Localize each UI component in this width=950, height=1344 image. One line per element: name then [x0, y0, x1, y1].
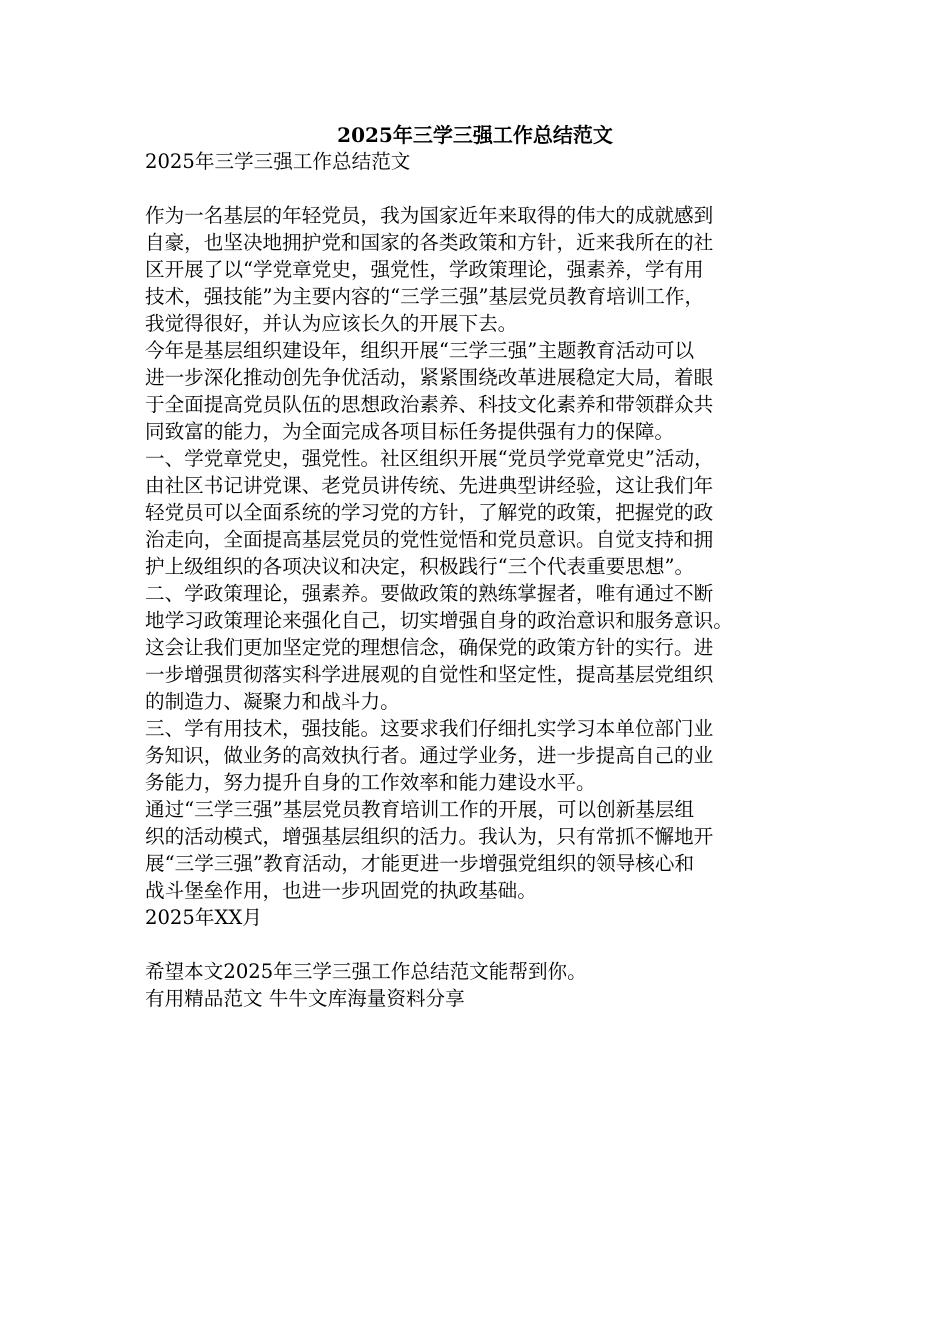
- paragraph-line: 地学习政策理论来强化自己，切实增强自身的政治意识和服务意识。: [145, 609, 733, 632]
- paragraph-line: 技术，强技能”为主要内容的“三学三强”基层党员教育培训工作，: [145, 285, 705, 308]
- blank-line: [145, 931, 807, 958]
- paragraph-line: 今年是基层组织建设年，组织开展“三学三强”主题教育活动可以: [145, 339, 695, 362]
- paragraph-line: 护上级组织的各项决议和决定，积极践行“三个代表重要思想”。: [145, 555, 695, 578]
- paragraph-line: 一步增强贯彻落实科学进展观的自觉性和坚定性，提高基层党组织: [145, 663, 714, 686]
- paragraph-line: 区开展了以“学党章党史，强党性，学政策理论，强素养，学有用: [145, 258, 704, 281]
- paragraph-line: 我觉得很好，并认为应该长久的开展下去。: [145, 312, 518, 335]
- paragraph-line: 自豪，也坚决地拥护党和国家的各类政策和方针，近来我所在的社: [145, 231, 714, 254]
- paragraph-line: 务知识，做业务的高效执行者。通过学业务，进一步提高自己的业: [145, 744, 714, 767]
- closing-text: 希望本文2025年三学三强工作总结范文能帮到你。: [145, 960, 587, 983]
- paragraph-line: 这会让我们更加坚定党的理想信念，确保党的政策方针的实行。进: [145, 636, 714, 659]
- paragraph-line: 展“三学三强”教育活动，才能更进一步增强党组织的领导核心和: [145, 852, 695, 875]
- paragraph-line: 由社区书记讲党课、老党员讲传统、先进典型讲经验，这让我们年: [145, 474, 714, 497]
- paragraph-line: 的制造力、凝聚力和战斗力。: [145, 690, 400, 713]
- paragraph-line: 一、学党章党史，强党性。社区组织开展“党员学党章党史”活动，: [145, 447, 714, 470]
- paragraph-line: 二、学政策理论，强素养。要做政策的熟练掌握者，唯有通过不断: [145, 582, 714, 605]
- paragraph-line: 战斗堡垒作用，也进一步巩固党的执政基础。: [145, 879, 537, 902]
- paragraph-line: 轻党员可以全面系统的学习党的方针，了解党的政策，把握党的政: [145, 501, 714, 524]
- paragraph-line: 同致富的能力，为全面完成各项目标任务提供强有力的保障。: [145, 420, 675, 443]
- paragraph-line: 于全面提高党员队伍的思想政治素养、科技文化素养和带领群众共: [145, 393, 714, 416]
- document-date: 2025年XX月: [145, 906, 262, 929]
- document-body: [145, 148, 807, 1012]
- document-title: 2025年三学三强工作总结范文: [337, 123, 613, 147]
- paragraph-line: 作为一名基层的年轻党员，我为国家近年来取得的伟大的成就感到: [145, 204, 714, 227]
- blank-line: [145, 175, 807, 202]
- footer-text: 有用精品范文 牛牛文库海量资料分享: [145, 987, 465, 1010]
- paragraph-line: 通过“三学三强”基层党员教育培训工作的开展，可以创新基层组: [145, 798, 695, 821]
- paragraph-line: 进一步深化推动创先争优活动，紧紧围绕改革进展稳定大局，着眼: [145, 366, 714, 389]
- document-subtitle: 2025年三学三强工作总结范文: [145, 150, 411, 173]
- paragraph-line: 三、学有用技术，强技能。这要求我们仔细扎实学习本单位部门业: [145, 717, 714, 740]
- paragraph-line: 织的活动模式，增强基层组织的活力。我认为，只有常抓不懈地开: [145, 825, 714, 848]
- paragraph-line: 务能力，努力提升自身的工作效率和能力建设水平。: [145, 771, 596, 794]
- paragraph-line: 治走向，全面提高基层党员的党性觉悟和党员意识。自觉支持和拥: [145, 528, 714, 551]
